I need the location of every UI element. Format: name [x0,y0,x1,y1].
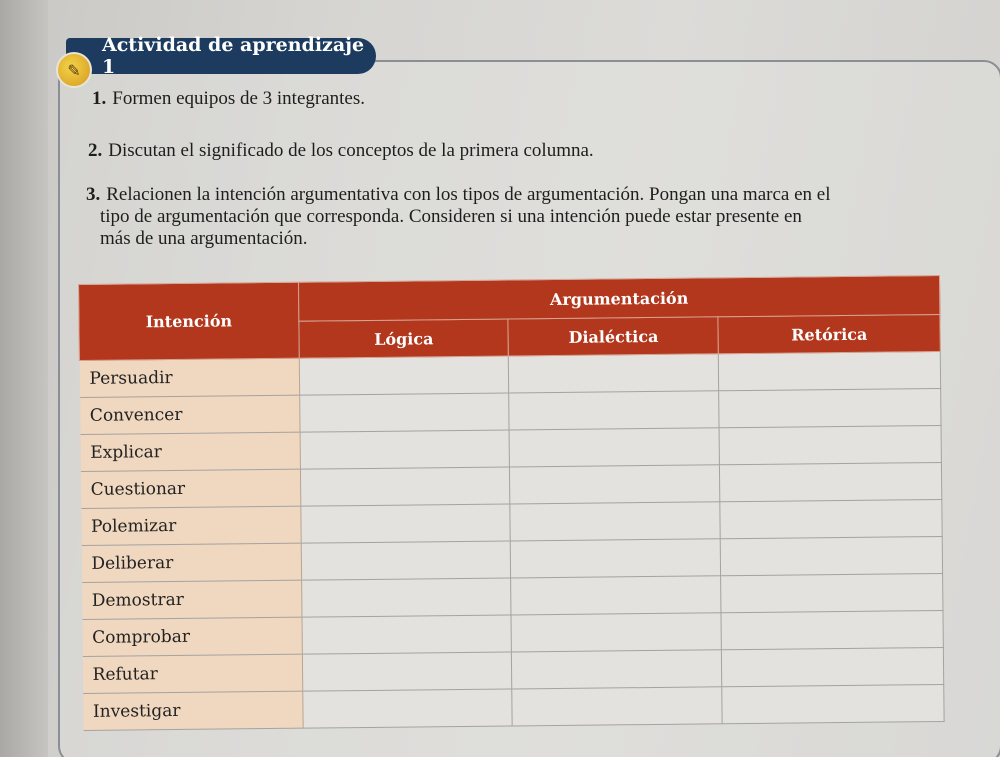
answer-cell[interactable] [721,536,943,575]
answer-cell[interactable] [300,430,510,469]
answer-cell[interactable] [303,689,513,728]
instruction-1 [92,88,365,110]
instruction-1-text: Formen equipos de 3 integrantes. [112,88,366,109]
instruction-2 [88,140,594,162]
page-edge [0,0,48,757]
answer-cell[interactable] [719,351,941,390]
answer-cell[interactable] [302,652,512,691]
answer-cell[interactable] [721,610,943,649]
instruction-1-number: 1. [92,88,107,109]
answer-cell[interactable] [722,647,944,686]
row-label: Deliberar [81,543,301,582]
answer-cell[interactable] [301,504,511,543]
answer-cell[interactable] [511,613,721,652]
answer-cell[interactable] [512,687,722,726]
row-label: Cuestionar [80,469,300,508]
answer-cell[interactable] [302,578,512,617]
column-logica: Lógica [299,319,509,358]
answer-cell[interactable] [301,541,511,580]
argumentation-table [78,275,945,731]
instruction-3-line-2: tipo de argumentación que corresponda. Consideren si una intención puede estar presente en [100,206,802,227]
activity-header [66,34,376,78]
header-argumentacion: Argumentación [298,275,939,321]
answer-cell[interactable] [299,356,509,395]
row-label: Explicar [80,432,300,471]
answer-cell[interactable] [719,425,941,464]
answer-cell[interactable] [510,428,720,467]
instruction-2-number: 2. [88,140,103,161]
answer-cell[interactable] [512,650,722,689]
answer-cell[interactable] [722,684,944,723]
answer-cell[interactable] [510,502,720,541]
instruction-3-number: 3. [86,184,101,205]
row-label: Demostrar [82,580,302,619]
answer-cell[interactable] [719,388,941,427]
answer-cell[interactable] [511,576,721,615]
answer-cell[interactable] [509,354,719,393]
answer-cell[interactable] [720,499,942,538]
answer-cell[interactable] [721,573,943,612]
column-retorica: Retórica [718,314,940,353]
answer-cell[interactable] [509,391,719,430]
header-intencion: Intención [79,282,300,360]
row-label: Polemizar [81,506,301,545]
instruction-3-line-1: Relacionen la intención argumentativa con los tipos de argumentación. Pongan una marca en el [106,184,831,205]
answer-cell[interactable] [720,462,942,501]
answer-cell[interactable] [511,539,721,578]
answer-cell[interactable] [300,467,510,506]
answer-cell[interactable] [300,393,510,432]
row-label: Convencer [80,395,300,434]
activity-title: Actividad de aprendizaje 1 [102,34,365,78]
row-label: Persuadir [79,358,299,397]
row-label: Comprobar [82,617,302,656]
instruction-3-line-3: más de una argumentación. [100,228,308,249]
instruction-3 [86,184,966,250]
row-label: Investigar [83,691,303,730]
answer-cell[interactable] [302,615,512,654]
answer-cell[interactable] [510,465,720,504]
pencil-icon: ✎ [56,52,92,88]
column-dialectica: Dialéctica [508,317,718,356]
instruction-2-text: Discutan el significado de los conceptos de la primera columna. [108,140,594,161]
row-label: Refutar [82,654,302,693]
